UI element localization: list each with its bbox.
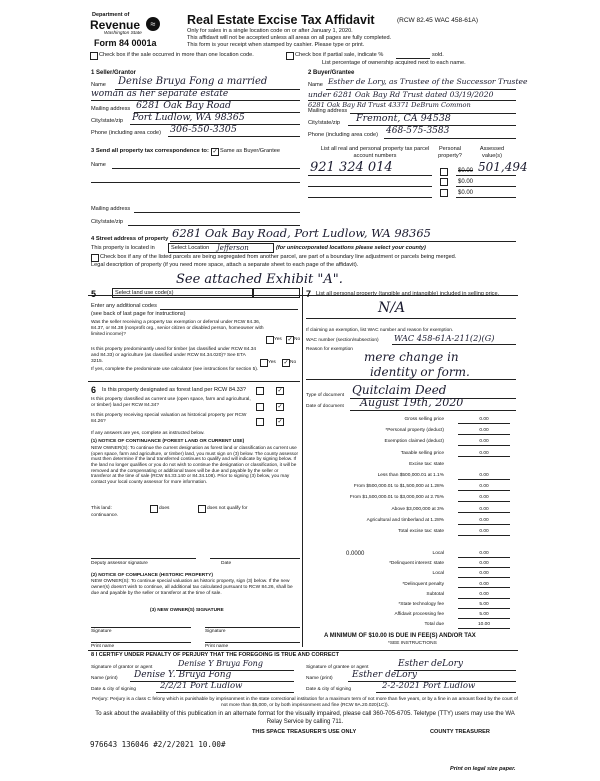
wac-note: If claiming an exemption, list WAC number and reason for exemption.: [306, 328, 454, 333]
q-timber-2: If yes, complete the predominate use calculator (see instructions for section 5).: [91, 367, 259, 372]
grantee-date-value[interactable]: 2-2-2021 Port Ludlow: [382, 681, 476, 691]
tax-row-value[interactable]: 0.00: [458, 561, 510, 568]
personal-prop-label: List all personal property (tangible and intangible) included in selling price.: [316, 291, 500, 297]
tax-row-value[interactable]: 5.00: [458, 612, 510, 619]
section3-city-label: City/state/zip: [91, 219, 124, 225]
section4-heading: 4 Street address of property: [91, 236, 169, 242]
tax-row-label: *State technology fee: [398, 602, 444, 607]
q-current-use: Is this property classified as current use (open space, farm and agricultural, or timber) land per RCW 84.34?: [91, 397, 251, 408]
minimum-due-line1: A MINIMUM OF $10.00 IS DUE IN FEE(S) AND/OR TAX: [324, 633, 476, 639]
grantor-sig-label: Signature of grantor or agent: [91, 665, 153, 670]
tax-row-value[interactable]: 0.00: [458, 518, 510, 525]
tax-row-label: *Personal property (deduct): [385, 428, 444, 434]
personal-property-checkbox-1[interactable]: [440, 168, 448, 176]
continuance-heading: (1) NOTICE OF CONTINUANCE (FOREST LAND OR CURRENT USE): [91, 439, 245, 444]
land-use-extra-box[interactable]: [252, 288, 300, 298]
tax-row-value[interactable]: 5.00: [458, 602, 510, 609]
buyer-city-label: City/state/zip: [308, 120, 341, 126]
seller-phone-label: Phone (including area code): [91, 130, 161, 136]
see-back-label: (see back of last page for instructions): [91, 311, 186, 317]
partial-sale-label: Check box if partial sale, indicate %: [295, 52, 384, 58]
personal-prop-value[interactable]: N/A: [378, 300, 406, 316]
tax-row-value[interactable]: 0.00: [458, 484, 510, 491]
agency-logo-icon: ≈: [146, 17, 160, 31]
multi-location-checkbox[interactable]: [90, 52, 98, 60]
does-not-label: does not qualify for: [207, 506, 248, 511]
buyer-city-value[interactable]: Fremont, CA 94538: [356, 113, 451, 124]
tax-row-value[interactable]: 0.00: [458, 571, 510, 578]
assessed-value[interactable]: 501,494: [478, 160, 528, 174]
tax-row-value[interactable]: 0.00: [458, 592, 510, 599]
section5-heading: 5: [91, 289, 97, 299]
special-no-checkbox[interactable]: ✓: [277, 419, 283, 425]
doc-date-value[interactable]: August 19th, 2020: [360, 396, 464, 409]
grantee-sig-value[interactable]: Esther deLory: [398, 659, 463, 669]
seller-phone-value[interactable]: 306-550-3305: [170, 124, 237, 135]
seller-city-label: City/state/zip: [91, 118, 124, 124]
header-note2: This affidavit will not be accepted unless all areas on all pages are fully completed.: [187, 35, 392, 41]
seller-mailing-label: Mailing address: [91, 106, 131, 112]
grantee-sig-label: Signature of grantee or agent: [306, 665, 369, 670]
alt-format-notice: To ask about the availability of this publication in an alternate format for the visually impaired, please call 360-705-6705. Teletype (TTY) users may use the WA Relay Service by calling 711.: [95, 711, 515, 725]
deputy-date-label: Date: [221, 561, 232, 566]
legal-desc-value[interactable]: See attached Exhibit "A".: [176, 272, 343, 287]
location-select-value: Jefferson: [217, 244, 249, 252]
segregated-checkbox[interactable]: [91, 254, 99, 262]
tax-row-value[interactable]: 0.00: [458, 417, 510, 424]
street-address-value[interactable]: 6281 Oak Bay Road, Port Ludlow, WA 98365: [172, 226, 431, 240]
timber-yes-checkbox[interactable]: [260, 359, 268, 367]
wac-label: WAC number (section/subsection): [306, 338, 379, 343]
location-select[interactable]: [168, 243, 274, 253]
tax-row-value[interactable]: 0.00: [458, 507, 510, 514]
exemption-yes-checkbox[interactable]: [266, 336, 274, 344]
grantor-name-label: Name (print): [91, 676, 118, 681]
section7-heading: 7: [306, 289, 312, 299]
wac-value[interactable]: WAC 458-61A-211(2)(G): [394, 333, 495, 343]
tax-row-value[interactable]: 10.00: [458, 622, 510, 629]
continuance-body: NEW OWNER(S): To continue the current designation as forest land or classification as current use (open space, farm and agriculture, or timber) land, you must sign on (3) below. The county assessor must then determine if the land transferred continues to qualify and will indicate by signing below. If the land no longer qualifies or you do not wish to continue the designation or classification, it will be removed and the compensating or additional taxes will be due and payable by the seller or transferor at the time of sale (RCW 84.33.140 or 84.34.108). Prior to signing (3) below, you may contact your local county assessor for more information.: [91, 445, 299, 485]
owner-print-label-2: Print name: [205, 644, 229, 649]
seller-city-value[interactable]: Port Ludlow, WA 98365: [132, 112, 245, 123]
tax-row-label: Total due: [424, 622, 444, 628]
q-special: Is this property receiving special valuation as historical property per RCW 84.26?: [91, 413, 247, 424]
partial-pct-field[interactable]: [396, 58, 430, 59]
section3-name-label: Name: [91, 162, 106, 168]
header-note3: This form is your receipt when stamped by cashier. Please type or print.: [187, 42, 365, 48]
tax-row-label: Subtotal: [426, 591, 444, 597]
recording-stamp: 976643 136046 #2/2/2021 10.00#: [90, 740, 226, 749]
local-rate-value: 0.0000: [346, 551, 365, 557]
reason-label: Reason for exemption: [306, 347, 353, 352]
seller-name-value-2[interactable]: woman as her separate estate: [91, 89, 229, 99]
ownership-note: List percentage of ownership acquired next to each name.: [322, 60, 466, 66]
if-any-yes: If any answers are yes, complete as instructed below.: [91, 431, 205, 436]
partial-sold-label: sold.: [432, 52, 444, 58]
grantor-name-value[interactable]: Denise Y. Bruya Fong: [134, 670, 232, 680]
tax-row-label: *Delinquent penalty: [402, 581, 444, 587]
exemption-no-label: No: [294, 337, 301, 342]
print-legal-note: Print on legal size paper.: [450, 766, 516, 772]
exemption-yes-label: Yes: [274, 337, 282, 342]
q-forest: Is this property designated as forest land per RCW 84.33?: [102, 387, 246, 393]
owner-signature-label-1: Signature: [91, 629, 112, 634]
special-yes-checkbox[interactable]: [256, 418, 264, 426]
tax-row-label: Agricultural and timberland at 1.28%: [366, 517, 444, 523]
segregated-label: Check box if any of the listed parcels are being segregated from another parcel, are part of a boundary line adjustment or parcels being merged.: [100, 254, 457, 260]
current-use-no-checkbox[interactable]: ✓: [277, 404, 283, 410]
reason-value-2[interactable]: identity or form.: [370, 365, 470, 379]
personal-property-checkbox-3[interactable]: [440, 189, 448, 197]
tax-row-value[interactable]: 0.00: [458, 551, 510, 558]
doc-date-label: Date of document: [306, 404, 344, 409]
q-exemption: Was the seller receiving a property tax exemption or deferral under RCW 84.36, 84.37, or 84.38 (nonprofit org., senior citizen or disabled person, homeowner with limited income)?: [91, 320, 264, 337]
grantee-date-label: Date & city of signing: [306, 687, 352, 692]
minimum-due-line2: *SEE INSTRUCTIONS: [388, 641, 437, 646]
tax-row-label: Less than $500,000.01 at 1.1%: [377, 473, 444, 478]
form-title: Real Estate Excise Tax Affidavit: [187, 13, 375, 27]
multi-location-label: Check box if the sale occurred in more than one location code.: [99, 52, 254, 58]
tax-row-label: Above $3,000,000 at 3%: [391, 506, 444, 512]
tax-row-label: Local: [432, 571, 444, 577]
q-timber: Is this property predominantly used for timber (as classified under RCW 84.34 and 84.33) or agriculture (as classified under RCW 84.34.020)? See ETA 3215.: [91, 347, 257, 364]
tax-row-value[interactable]: 0.00: [458, 495, 510, 502]
seller-mailing-value[interactable]: 6281 Oak Bay Road: [136, 100, 232, 111]
doc-type-label: Type of document: [306, 393, 345, 398]
assessed-col-header: Assessed value(s): [479, 146, 505, 159]
timber-no-label: No: [290, 360, 297, 365]
perjury-notice: Perjury: Perjury is a class C felony which is punishable by imprisonment in the state correctional institution for a maximum term of not more than five years, or by a fine in an amount fixed by the court of not more than $5,000, or by both imprisonment and fine (RCW 9A.20.020(1C)).: [92, 697, 518, 708]
forest-no-checkbox[interactable]: ✓: [277, 388, 283, 394]
tax-row-value[interactable]: 0.00: [458, 473, 510, 480]
exemption-no-checkbox[interactable]: ✓: [287, 337, 293, 343]
buyer-name-value[interactable]: Esther de Lory, as Trustee of the Successor Trustee: [328, 77, 528, 86]
tax-row-value[interactable]: 0.00: [458, 582, 510, 589]
buyer-heading: 2 Buyer/Grantee: [308, 70, 355, 76]
section8-heading: 8 I CERTIFY UNDER PENALTY OF PERJURY THAT THE FOREGOING IS TRUE AND CORRECT: [91, 652, 340, 658]
tax-row-value[interactable]: 0.00: [458, 529, 510, 536]
buyer-phone-label: Phone (including area code): [308, 132, 378, 138]
assessed-row3: $0.00: [458, 190, 474, 196]
timber-no-checkbox[interactable]: ✓: [283, 360, 289, 366]
buyer-name-value-2[interactable]: under 6281 Oak Bay Rd Trust dated 03/19/2020: [308, 90, 494, 99]
owner-print-label-1: Print name: [91, 644, 115, 649]
does-not-qualify-checkbox[interactable]: [198, 505, 206, 513]
land-use-select[interactable]: [112, 288, 254, 298]
continuance-label: continuance.: [91, 513, 119, 518]
does-label: does: [159, 506, 170, 511]
treasurer-only-label: THIS SPACE TREASURER'S USE ONLY: [252, 729, 357, 735]
land-use-label: Select land use code(s): [115, 290, 174, 296]
tax-row-label: Total excise tax: state: [398, 529, 444, 534]
buyer-mailing-value[interactable]: 6281 Oak Bay Rd Trust 43371 DeBrum Common: [308, 101, 471, 109]
tax-row-label: *Delinquent interest: state: [389, 561, 444, 567]
tax-row-label: Affidavit processing fee: [394, 612, 444, 618]
grantee-name-label: Name (print): [306, 676, 333, 681]
agency-name: Revenue: [90, 18, 141, 32]
grantor-date-value[interactable]: 2/2/21 Port Ludlow: [160, 681, 243, 691]
parcel-col-header: List all real and personal property tax parcel account numbers: [320, 146, 430, 159]
historic-body: NEW OWNER(S): To continue special valuation as historic property, sign (3) below. If the new owner(s) doesn't wish to continue, all additional tax calculated pursuant to RCW 84.26, shall be due and payable by the seller or transferor at the time of sale.: [91, 579, 293, 596]
buyer-name-label: Name: [308, 82, 323, 88]
deputy-signature-label: Deputy assessor signature: [91, 561, 148, 566]
personal-property-checkbox-2[interactable]: [440, 178, 448, 186]
legal-desc-label: Legal description of property (if you need more space, attach a separate sheet to each page of the affidavit).: [91, 262, 359, 268]
partial-sale-checkbox[interactable]: [286, 52, 294, 60]
section3-heading: 3 Send all property tax correspondence to:: [91, 148, 209, 154]
grantor-sig-value[interactable]: Denise Y Bruya Fong: [178, 659, 263, 668]
tax-row-label: Excise tax: state: [409, 461, 444, 467]
grantor-date-label: Date & city of signing: [91, 687, 137, 692]
seller-heading: 1 Seller/Grantor: [91, 70, 137, 76]
agency-line1: Department of: [92, 12, 130, 18]
seller-name-value[interactable]: Denise Bruya Fong a married: [118, 76, 268, 87]
location-select-label: Select Location: [171, 245, 210, 251]
section3-mailing-label: Mailing address: [91, 206, 131, 212]
owner-signature-label-2: Signature: [205, 629, 226, 634]
county-treasurer-label: COUNTY TREASURER: [430, 729, 490, 735]
tax-row-label: Gross selling price: [404, 417, 444, 422]
timber-yes-label: Yes: [268, 360, 276, 365]
tax-row-value[interactable]: 0.00: [458, 451, 510, 458]
seller-name-label: Name: [91, 82, 106, 88]
tax-row-value[interactable]: 0.00: [458, 428, 510, 435]
tax-row-label: Local: [432, 551, 444, 556]
tax-row-label: From $1,500,000.01 to $3,000,000 at 2.75%: [349, 495, 444, 501]
historic-heading: (2) NOTICE OF COMPLIANCE (HISTORIC PROPERTY): [91, 573, 213, 578]
tax-row-label: Exemption claimed (deduct): [384, 439, 444, 445]
assessed-row2: $0.00: [458, 179, 474, 185]
form-number: Form 84 0001a: [94, 38, 157, 48]
unincorporated-note: (for unincorporated locations please select your county): [276, 245, 426, 251]
agency-state: Washington State: [104, 31, 142, 36]
tax-row-value[interactable]: 0.00: [458, 439, 510, 446]
section6-heading: 6: [91, 385, 97, 395]
buyer-phone-value[interactable]: 468-575-3583: [386, 126, 450, 136]
personal-col-header: Personal property?: [438, 146, 462, 159]
reason-value-1[interactable]: mere change in: [364, 350, 459, 364]
located-in-label: This property is located in: [91, 245, 155, 251]
same-as-buyer-checkbox[interactable]: ✓: [212, 149, 218, 155]
doc-type-value[interactable]: Quitclaim Deed: [352, 383, 447, 397]
tax-row-label: From $500,000.01 to $1,500,000 at 1.28%: [353, 484, 444, 490]
tax-row-label: Taxable selling price: [400, 450, 444, 456]
buyer-mailing-label: Mailing address: [308, 108, 348, 114]
same-as-buyer-label: Same as Buyer/Grantee: [220, 148, 281, 154]
grantee-name-value[interactable]: Esther deLory: [352, 670, 417, 680]
new-owner-sig-heading: (3) NEW OWNER(S) SIGNATURE: [150, 608, 224, 613]
parcel-value[interactable]: 921 324 014: [310, 160, 393, 175]
current-use-yes-checkbox[interactable]: [256, 403, 264, 411]
forest-yes-checkbox[interactable]: [256, 387, 264, 395]
assessed-struck: $0.00: [458, 168, 474, 174]
header-note1: Only for sales in a single location code on or after January 1, 2020.: [187, 28, 353, 34]
this-land-label: This land:: [91, 506, 112, 511]
form-rcw: (RCW 82.45 WAC 458-61A): [397, 17, 479, 24]
does-qualify-checkbox[interactable]: [150, 505, 158, 513]
additional-codes-label: Enter any additional codes: [91, 303, 157, 309]
